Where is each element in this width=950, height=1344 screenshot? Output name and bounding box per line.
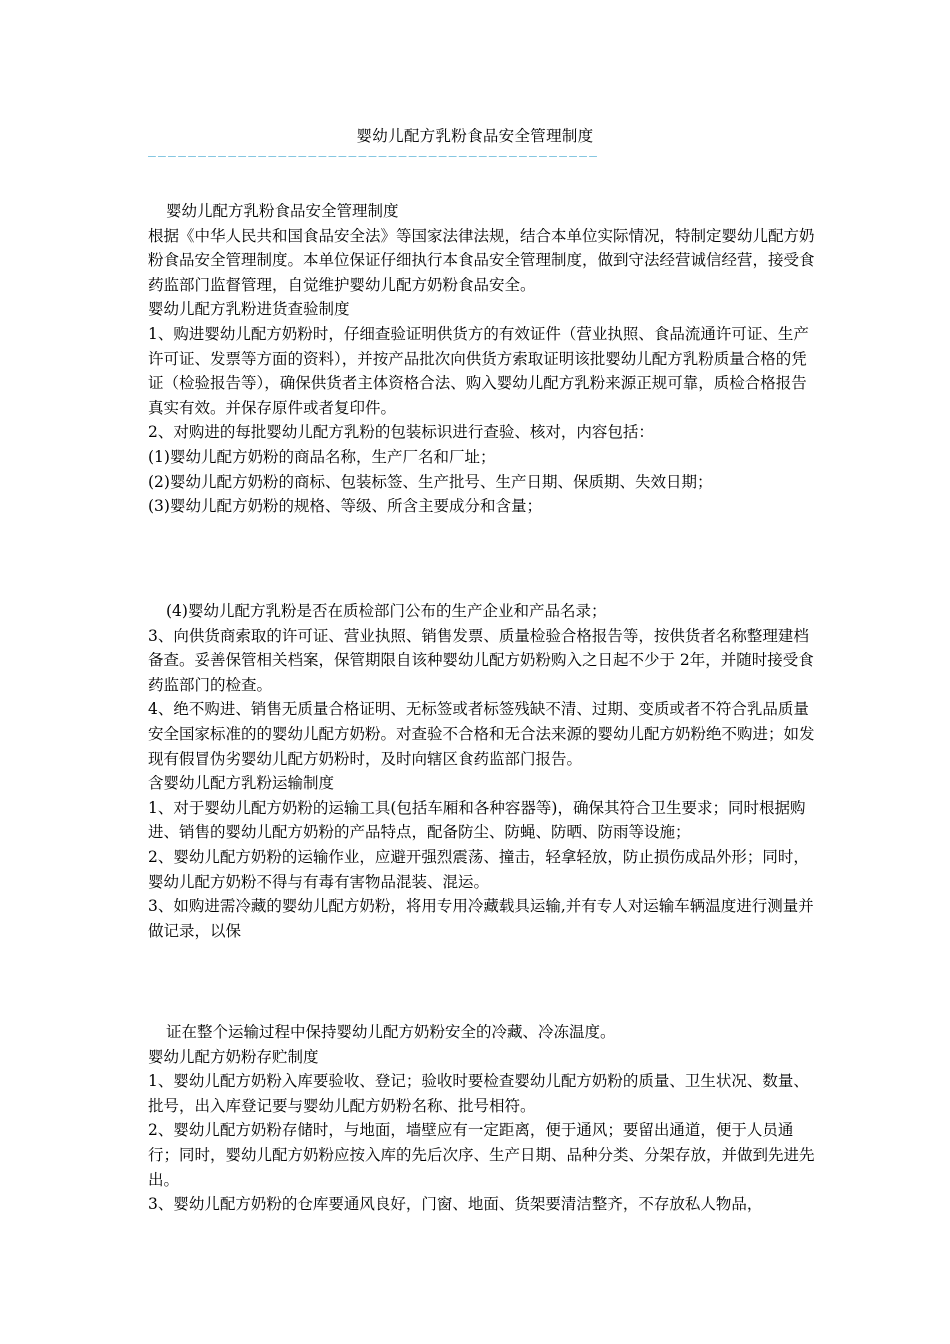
section-heading: 含婴幼儿配方乳粉运输制度 [148, 774, 335, 793]
list-item: (4)婴幼儿配方乳粉是否在质检部门公布的生产企业和产品名录； [166, 602, 607, 620]
page-title: 婴幼儿配方乳粉食品安全管理制度 [356, 127, 594, 145]
title-divider: ————————————————————————————————————————————— [148, 150, 600, 164]
paragraph: 4、绝不购进、销售无质量合格证明、无标签或者标签残缺不清、过期、变质或者不符合乳品质量安全国家标准的的婴幼儿配方奶粉。对查验不合格和无合法来源的婴幼儿配方奶粉绝不购进；如发现有假冒伪劣婴幼儿配方奶粉时，及时向辖区食药监部门报告。 [148, 700, 815, 768]
paragraph: 1、对于婴幼儿配方奶粉的运输工具(包括车厢和各种容器等)，确保其符合卫生要求；同时根据购进、销售的婴幼儿配方奶粉的产品特点，配备防尘、防蝇、防晒、防雨等设施； [148, 798, 806, 842]
paragraph: 3、向供货商索取的许可证、营业执照、销售发票、质量检验合格报告等，按供货者名称整理建档备查。妥善保管相关档案，保管期限自该种婴幼儿配方奶粉购入之日起不少于 2年，并随时接受食药监部门的检查。 [148, 626, 814, 694]
section-heading: 婴幼儿配方乳粉进货查验制度 [148, 300, 350, 319]
paragraph: 证在整个运输过程中保持婴幼儿配方奶粉安全的冷藏、冷冻温度。 [166, 1023, 616, 1041]
paragraph: 2、婴幼儿配方奶粉的运输作业，应避开强烈震荡、撞击，轻拿轻放，防止损伤成品外形；同时，婴幼儿配方奶粉不得与有毒有害物品混装、混运。 [148, 847, 809, 891]
text-block-2 [148, 599, 818, 943]
list-item: (1)婴幼儿配方奶粉的商品名称，生产厂名和厂址； [148, 447, 496, 466]
paragraph: 2、对购进的每批婴幼儿配方乳粉的包装标识进行查验、核对，内容包括： [148, 423, 654, 442]
section-heading: 婴幼儿配方奶粉存贮制度 [148, 1047, 319, 1066]
paragraph: 3、如购进需冷藏的婴幼儿配方奶粉，将用专用冷藏载具运输,并有专人对运输车辆温度进行测量并做记录，以保 [148, 897, 814, 940]
list-item: (3)婴幼儿配方奶粉的规格、等级、所含主要成分和含量； [148, 497, 542, 516]
paragraph: 1、婴幼儿配方奶粉入库要验收、登记；验收时要检查婴幼儿配方奶粉的质量、卫生状况、数量、批号，出入库登记要与婴幼儿配方奶粉名称、批号相符。 [148, 1072, 809, 1115]
paragraph: 1、购进婴幼儿配方奶粉时，仔细查验证明供货方的有效证件（营业执照、食品流通许可证、生产许可证、发票等方面的资料），并按产品批次向供货方索取证明该批婴幼儿配方乳粉质量合格的凭证（检验报告等），确保供货者主体资格合法、购入婴幼儿配方乳粉来源正规可靠，质检合格报告真实有效。并保存原件或者复印件。 [148, 324, 809, 417]
paragraph: 2、婴幼儿配方奶粉存储时，与地面，墙壁应有一定距离，便于通风；要留出通道，便于人员通行；同时，婴幼儿配方奶粉应按入库的先后次序、生产日期、品种分类、分架存放，并做到先进先出。 [148, 1121, 815, 1189]
paragraph: 根据《中华人民共和国食品安全法》等国家法律法规，结合本单位实际情况，特制定婴幼儿配方奶粉食品安全管理制度。本单位保证仔细执行本食品安全管理制度，做到守法经营诚信经营，接受食药监部门监督管理，自觉维护婴幼儿配方奶粉食品安全。 [148, 226, 815, 294]
text-block-1 [148, 199, 818, 519]
text-block-3 [148, 1020, 818, 1217]
list-item: (2)婴幼儿配方奶粉的商标、包装标签、生产批号、生产日期、保质期、失效日期； [148, 472, 713, 491]
paragraph: 3、婴幼儿配方奶粉的仓库要通风良好，门窗、地面、货架要清洁整齐，不存放私人物品， [148, 1195, 763, 1214]
section-heading: 婴幼儿配方乳粉食品安全管理制度 [166, 202, 399, 220]
